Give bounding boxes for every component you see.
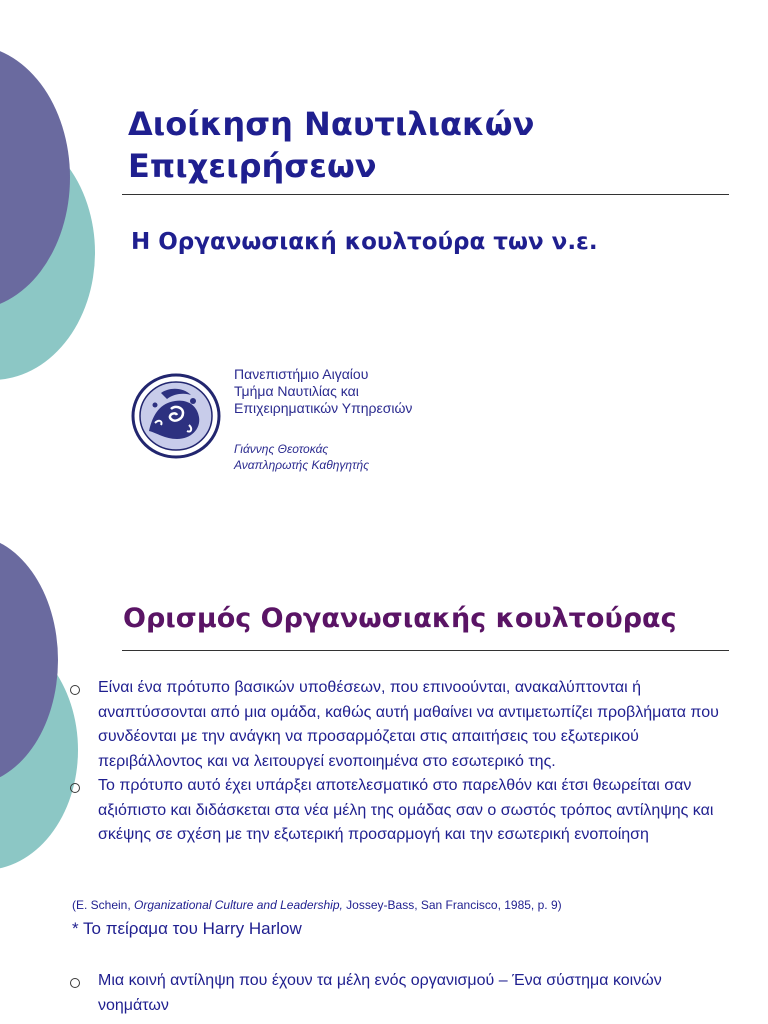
slide-title-line: Επιχειρήσεων — [128, 147, 377, 185]
citation — [72, 898, 562, 912]
bullet-circle-icon — [70, 783, 80, 793]
list-item — [70, 676, 730, 774]
university-seal-icon — [131, 373, 221, 459]
slide-2 — [0, 515, 768, 1024]
slide-subtitle: Η Οργανωσιακή κουλτούρα των ν.ε. — [131, 229, 598, 255]
citation-suffix: Jossey-Bass, San Francisco, 1985, p. 9) — [342, 898, 562, 912]
experiment-note: * Το πείραμα του Harry Harlow — [72, 919, 302, 938]
bullet-circle-icon — [70, 685, 80, 695]
list-item-text: Είναι ένα πρότυπο βασικών υποθέσεων, που επινοούνται, ανακαλύπτονται ή αναπτύσσονται από μια ομάδα, καθώς αυτή μαθαίνει να αντιμετωπίζει προβλήματα που συνδέονται με την ανάγκη να προσαρμόζεται στις απαιτήσεις του εξωτερικού περιβάλλοντος και να λειτουργεί ενοποιημένα στο εσωτερικό της. — [98, 679, 719, 770]
department-line: Τμήμα Ναυτιλίας και — [234, 383, 359, 399]
bullet-circle-icon — [70, 978, 80, 988]
university-info — [234, 366, 412, 417]
slide-title — [128, 103, 534, 187]
author-info — [234, 441, 369, 473]
department-line: Επιχειρηματικών Υπηρεσιών — [234, 400, 413, 416]
title-divider — [122, 194, 729, 195]
list-item-text: Μια κοινή αντίληψη που έχουν τα μέλη ενός οργανισμού – Ένα σύστημα κοινών νοημάτων — [98, 972, 662, 1014]
list-item-text: Το πρότυπο αυτό έχει υπάρξει αποτελεσματικό στο παρελθόν και έτσι θεωρείται σαν αξιόπιστο και διδάσκεται στα νέα μέλη της ομάδας σαν ο σωστός τρόπος αντίληψης και σκέψης σε σχέση με την εξωτερική προσαρμογή και την εσωτερική ενοποίηση — [98, 777, 714, 843]
slide-title: Ορισμός Οργανωσιακής κουλτούρας — [123, 603, 677, 634]
slide-title-line: Διοίκηση Ναυτιλιακών — [128, 105, 535, 143]
list-item — [70, 969, 730, 1018]
author-name: Γιάννης Θεοτοκάς — [234, 442, 329, 456]
citation-prefix: (E. Schein, — [72, 898, 135, 912]
university-name: Πανεπιστήμιο Αιγαίου — [234, 366, 369, 382]
bullet-list — [70, 969, 730, 1018]
bullet-list — [70, 676, 730, 848]
list-item — [70, 774, 730, 848]
title-divider — [122, 650, 729, 651]
author-title: Αναπληρωτής Καθηγητής — [234, 458, 370, 472]
citation-book-title: Organizational Culture and Leadership, — [134, 898, 343, 912]
